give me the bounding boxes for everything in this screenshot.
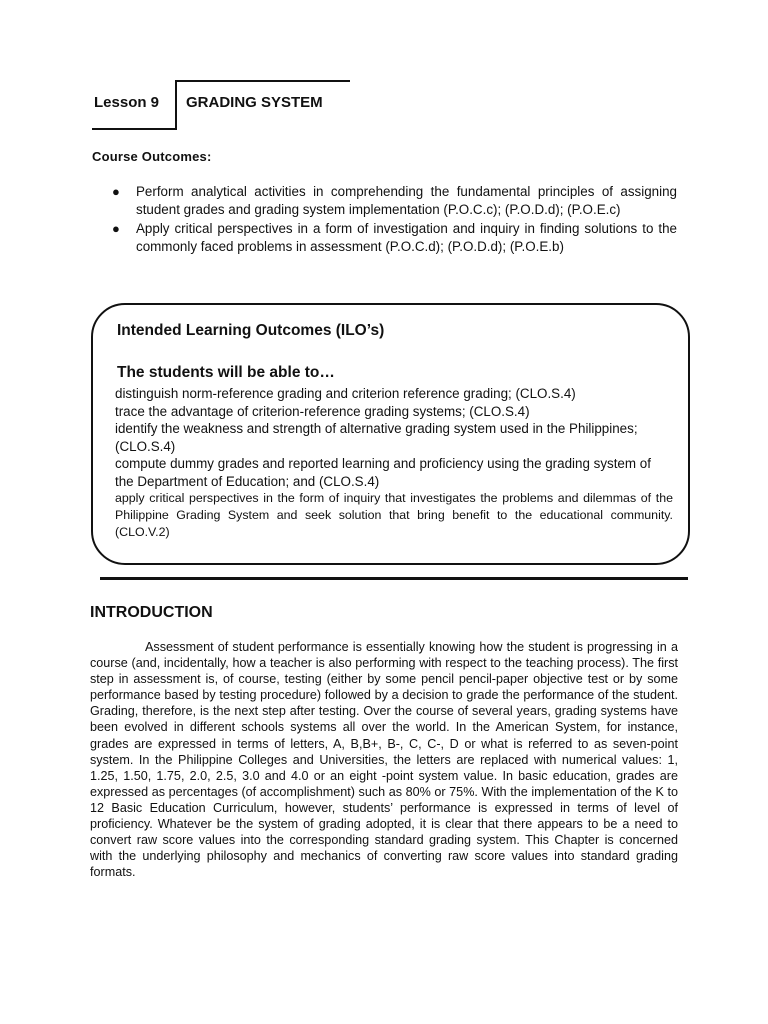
header-divider-bottom bbox=[92, 128, 177, 130]
list-item: trace the advantage of criterion-reference grading systems; (CLO.S.4) bbox=[115, 403, 530, 419]
ilo-box bbox=[91, 303, 690, 565]
list-item: distinguish norm-reference grading and criterion reference grading; (CLO.S.4) bbox=[115, 386, 576, 401]
list-item: identify the weakness and strength of alternative grading system used in the Philippines; (CLO.S.4) bbox=[115, 421, 638, 454]
course-outcome-text: Apply critical perspectives in a form of investigation and inquiry in finding solutions to the commonly faced problems in assessment (P.O.C.d); (P.O.D.d); (P.O.E.b) bbox=[136, 221, 677, 254]
lesson-number: Lesson 9 bbox=[94, 94, 160, 111]
bullet-icon: ● bbox=[112, 221, 120, 236]
lesson-title: GRADING SYSTEM bbox=[186, 94, 323, 111]
ilo-list bbox=[115, 385, 673, 541]
course-outcome-text: Perform analytical activities in comprehending the fundamental principles of assigning student grades and grading system implementation (P.O.C.c); (P.O.D.d); (P.O.E.c) bbox=[136, 184, 677, 217]
course-outcomes-list bbox=[112, 183, 677, 257]
bullet-icon: ● bbox=[112, 184, 120, 199]
introduction-heading: INTRODUCTION bbox=[90, 604, 213, 621]
list-item bbox=[112, 183, 677, 219]
introduction-paragraph: Assessment of student performance is essentially knowing how the student is progressing in a course (and, incidentally, how a teacher is also performing with respect to the teaching process). The first step in assessment is, of course, testing (either by some pencil pencil-paper objective test or by some performance based by testing procedure) followed by a decision to grade the performance of the student. Grading, therefore, is the next step after testing. Over the course of several years, grading systems have been evolved in different schools systems all over the world. In the American System, for instance, grades are expressed in terms of letters, A, B,B+, B-, C, C-, D or what is referred to as seven-point system. In the Philippine Colleges and Universities, the letters are replaced with numerical values: 1, 1.25, 1.50, 1.75, 2.0, 2.5, 3.0 and 4.0 or an eight -point system value. In basic education, grades are expressed as percentages (of accomplishment) such as 80% or 75%. With the implementation of the K to 12 Basic Education Curriculum, however, students’ performance is expressed in terms of level of proficiency. Whatever be the system of grading adopted, it is clear that there appears to be a need to convert raw score values into the corresponding standard grading system. This Chapter is concerned with the underlying philosophy and mechanics of converting raw score values into standard grading formats. bbox=[90, 640, 678, 880]
lesson-header bbox=[92, 80, 362, 130]
section-divider bbox=[100, 577, 688, 580]
list-item bbox=[112, 220, 677, 256]
list-item: apply critical perspectives in the form of inquiry that investigates the problems and dilemmas of the Philippine Grading System and seek solution that bring benefit to the educational community. (CLO.V.2) bbox=[115, 491, 673, 539]
header-divider-vertical bbox=[175, 80, 177, 130]
ilo-heading: Intended Learning Outcomes (ILO’s) bbox=[117, 322, 385, 339]
ilo-subheading: The students will be able to… bbox=[117, 364, 335, 381]
course-outcomes-heading: Course Outcomes: bbox=[92, 149, 212, 164]
header-divider-top bbox=[175, 80, 350, 82]
list-item: compute dummy grades and reported learning and proficiency using the grading system of the Department of Education; and (CLO.S.4) bbox=[115, 456, 651, 489]
